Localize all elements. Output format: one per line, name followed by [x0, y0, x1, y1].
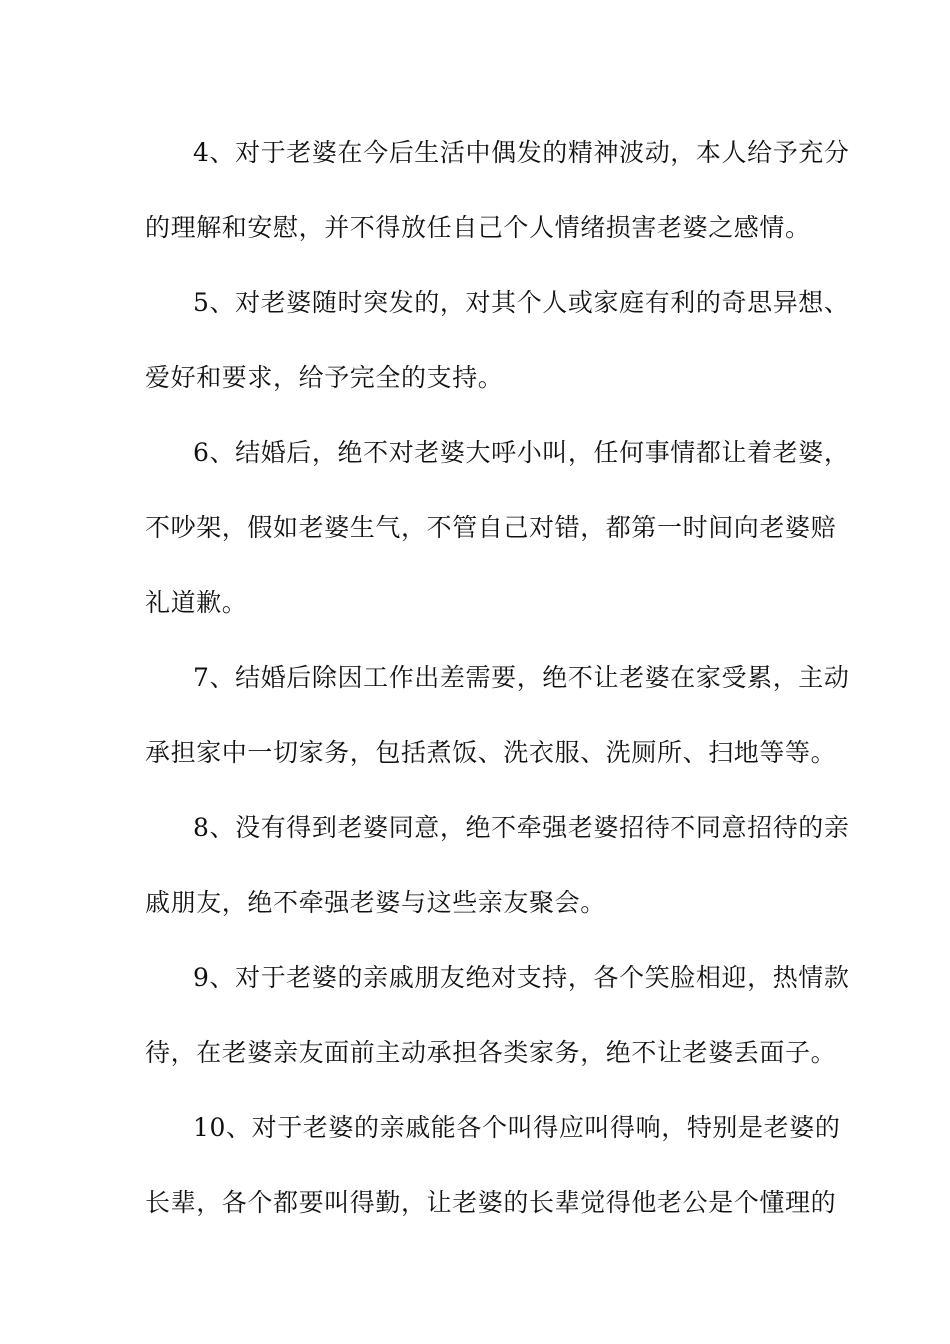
text-line: 7、结婚后除因工作出差需要，绝不让老婆在家受累，主动	[193, 663, 850, 692]
text-line: 礼道歉。	[145, 588, 248, 617]
text-line: 戚朋友，绝不牵强老婆与这些亲友聚会。	[145, 888, 606, 917]
text-line: 8、没有得到老婆同意，绝不牵强老婆招待不同意招待的亲	[193, 813, 850, 842]
text-line: 爱好和要求，给予完全的支持。	[145, 363, 504, 392]
text-line: 9、对于老婆的亲戚朋友绝对支持，各个笑脸相迎，热情款	[193, 963, 850, 992]
text-line: 10、对于老婆的亲戚能各个叫得应叫得响，特别是老婆的	[193, 1113, 841, 1142]
text-line: 5、对老婆随时突发的，对其个人或家庭有利的奇思异想、	[193, 288, 850, 317]
text-line: 待，在老婆亲友面前主动承担各类家务，绝不让老婆丢面子。	[145, 1038, 837, 1067]
text-line: 承担家中一切家务，包括煮饭、洗衣服、洗厕所、扫地等等。	[145, 738, 837, 767]
text-line: 不吵架，假如老婆生气，不管自己对错，都第一时间向老婆赔	[145, 513, 837, 542]
text-line: 的理解和安慰，并不得放任自己个人情绪损害老婆之感情。	[145, 213, 811, 242]
text-line: 4、对于老婆在今后生活中偶发的精神波动，本人给予充分	[193, 138, 850, 167]
text-line: 6、结婚后，绝不对老婆大呼小叫，任何事情都让着老婆，	[193, 438, 850, 467]
text-line: 长辈，各个都要叫得勤，让老婆的长辈觉得他老公是个懂理的	[145, 1188, 837, 1217]
